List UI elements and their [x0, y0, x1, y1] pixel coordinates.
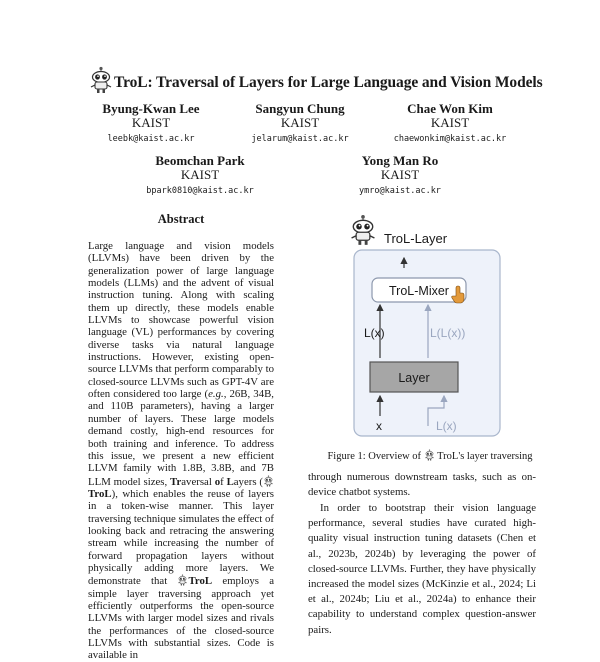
- abstract-trol: TroL: [88, 487, 112, 500]
- author-email[interactable]: jelarum@kaist.ac.kr: [251, 134, 349, 144]
- author-email[interactable]: leebk@kaist.ac.kr: [107, 134, 195, 144]
- abstract-part: (: [256, 475, 264, 488]
- trol-mascot-icon: [263, 475, 274, 487]
- abstract-l: L: [226, 475, 234, 488]
- figure-trol-layer: [344, 212, 514, 444]
- abstract-part: f: [220, 475, 227, 488]
- author-affiliation: KAIST: [180, 167, 220, 182]
- figure-label: TroL-Layer: [384, 231, 448, 246]
- abstract-part: aversal: [181, 475, 215, 488]
- llx-label: L(L(x)): [430, 326, 466, 340]
- author-block: [215, 101, 385, 146]
- layer-label: Layer: [398, 371, 430, 385]
- author-block: [365, 101, 535, 146]
- abstract-heading: Abstract: [157, 212, 205, 226]
- figure-caption: [300, 449, 560, 462]
- author-affiliation: KAIST: [430, 115, 470, 130]
- abstract-part: employs a simple layer traversing approach yet efficiently outperforms the open-source LLVMs with larger model sizes and rivals the performances of the closed-source LLVMs with substantial sizes. Code is available in: [88, 575, 274, 662]
- abstract-part: ayers: [233, 475, 257, 488]
- abstract-eg: e.g.: [208, 388, 224, 401]
- abstract-part: Large language and vision models (LLVMs) have been driven by the generalization power of large language models (LLMs) and the advent of visual instruction tuning. Along with scaling them up directly, these models enable LLVMs to showcase powerful vision language (VL) performances by covering diverse tasks via natural language instructions. However, existing open-source LLVMs that perform comparably to closed-source LLVMs such as GPT-4V are often considered too large (: [88, 240, 274, 401]
- trol-mascot-icon: [424, 449, 435, 461]
- author-email[interactable]: ymro@kaist.ac.kr: [359, 186, 441, 196]
- author-name: Byung-Kwan Lee: [102, 101, 200, 116]
- lx-bottom-label: L(x): [436, 419, 457, 433]
- author-name: Yong Man Ro: [361, 153, 439, 168]
- title-row: [88, 66, 548, 96]
- paper-title: TroL: Traversal of Layers for Large Language and Vision Models: [114, 74, 543, 91]
- abstract-o: o: [214, 475, 221, 488]
- body-paragraph: through numerous downstream tasks, such as on-device chatbot systems.: [308, 471, 536, 499]
- author-name: Beomchan Park: [155, 153, 245, 168]
- abstract-part: ), which enables the reuse of layers in a token-wise manner. This layer traversing technique simulates the effect of looking back and retracing the answering stream while increasing the number of forward propagation layers without physically adding more layers. We demonstrate that: [88, 487, 274, 588]
- x-label: x: [376, 419, 382, 433]
- author-block: [66, 101, 236, 146]
- author-name: Sangyun Chung: [255, 101, 345, 116]
- figure-mascot-icon: [352, 215, 375, 245]
- body-paragraph: In order to bootstrap their vision language performance, several studies have curated high-quality visual instruction tuning datasets (Chen et al., 2023b, 2024b) by leveraging the power of closed-source LLVMs. Further, they have physically increased the model sizes (McKinzie et al., 2024; Li et al., 2024b; Liu et al., 2024a) to enhance their capability to understand complex question-answer pairs.: [308, 502, 536, 636]
- trol-mascot-icon: [88, 66, 114, 94]
- trol-mascot-icon: [177, 574, 188, 586]
- author-affiliation: KAIST: [380, 167, 420, 182]
- trol-mixer-label: TroL-Mixer: [389, 284, 449, 298]
- author-affiliation: KAIST: [131, 115, 171, 130]
- abstract-trol: TroL: [188, 575, 213, 588]
- caption-text: TroL's layer traversing: [434, 451, 533, 462]
- abstract-text: [88, 240, 274, 662]
- author-email[interactable]: chaewonkim@kaist.ac.kr: [393, 134, 507, 144]
- author-block: [315, 153, 485, 198]
- abstract-tr: Tr: [170, 475, 182, 488]
- author-name: Chae Won Kim: [407, 101, 493, 116]
- abstract-part: , 26B, 34B, and 110B parameters), having a larger number of layers. These large models demand costly, high-end resources for both training and inference. To address this issue, we present a new efficient LLVM family with 1.8B, 3.8B, and 7B LLM model sizes,: [88, 388, 274, 488]
- author-affiliation: KAIST: [280, 115, 320, 130]
- author-block: [115, 153, 285, 198]
- caption-text: Figure 1: Overview of: [327, 451, 424, 462]
- lx-label: L(x): [364, 326, 385, 340]
- author-email[interactable]: bpark0810@kaist.ac.kr: [146, 186, 254, 196]
